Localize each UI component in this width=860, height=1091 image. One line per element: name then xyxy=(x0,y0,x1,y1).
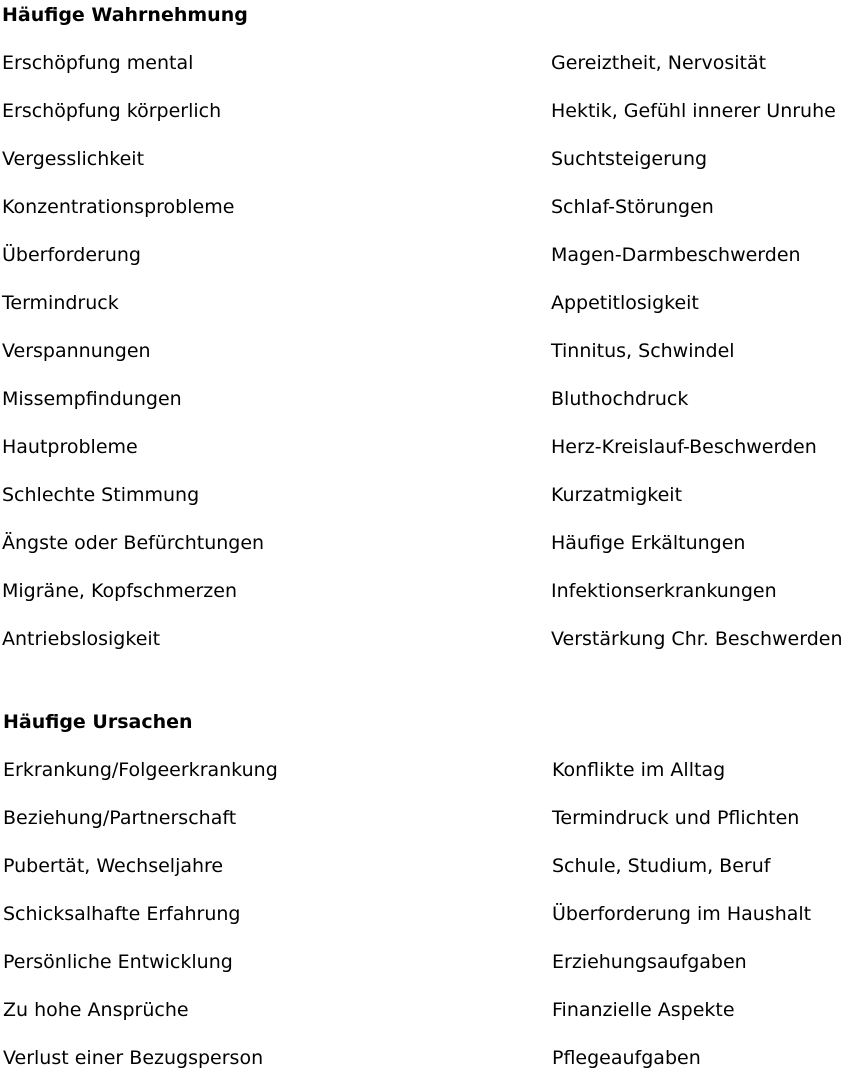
cause-item: Beziehung/Partnerschaft xyxy=(3,807,237,829)
cause-item: Pflegeaufgaben xyxy=(552,1047,701,1069)
perception-item: Termindruck xyxy=(2,292,119,314)
cause-item: Zu hohe Ansprüche xyxy=(3,999,189,1021)
cause-item: Konflikte im Alltag xyxy=(552,759,726,781)
perception-row xyxy=(0,384,860,432)
causes-section xyxy=(0,707,860,1091)
perception-item: Verspannungen xyxy=(2,340,151,362)
perception-item: Migräne, Kopfschmerzen xyxy=(2,580,237,602)
perception-item: Schlechte Stimmung xyxy=(2,484,200,506)
perception-item: Tinnitus, Schwindel xyxy=(551,340,735,362)
cause-item: Persönliche Entwicklung xyxy=(3,951,233,973)
perception-row xyxy=(0,96,860,144)
perception-item: Häufige Erkältungen xyxy=(551,532,746,554)
cause-item: Verlust einer Bezugsperson xyxy=(3,1047,264,1069)
perception-item: Gereiztheit, Nervosität xyxy=(551,52,767,74)
perception-row xyxy=(0,192,860,240)
perception-item: Hautprobleme xyxy=(2,436,138,458)
cause-item: Schule, Studium, Beruf xyxy=(552,855,771,877)
causes-row xyxy=(0,1043,860,1091)
perception-row xyxy=(0,240,860,288)
cause-item: Erkrankung/Folgeerkrankung xyxy=(3,759,278,781)
perception-row xyxy=(0,48,860,96)
perception-item: Magen-Darmbeschwerden xyxy=(551,244,801,266)
perception-item: Suchtsteigerung xyxy=(551,148,708,170)
causes-heading: Häufige Ursachen xyxy=(3,711,193,733)
cause-item: Pubertät, Wechseljahre xyxy=(3,855,224,877)
causes-row xyxy=(0,995,860,1043)
perception-item: Überforderung xyxy=(2,244,141,266)
perception-item: Appetitlosigkeit xyxy=(551,292,699,314)
cause-item: Termindruck und Pflichten xyxy=(552,807,800,829)
cause-item: Erziehungsaufgaben xyxy=(552,951,747,973)
perception-row xyxy=(0,336,860,384)
perception-row xyxy=(0,288,860,336)
perception-item: Schlaf-Störungen xyxy=(551,196,714,218)
causes-row xyxy=(0,755,860,803)
perception-row xyxy=(0,576,860,624)
causes-grid xyxy=(0,755,860,1091)
perception-item: Missempfindungen xyxy=(2,388,182,410)
perception-item: Erschöpfung körperlich xyxy=(2,100,222,122)
cause-item: Finanzielle Aspekte xyxy=(552,999,735,1021)
perception-row xyxy=(0,480,860,528)
perception-heading: Häufige Wahrnehmung xyxy=(2,4,248,26)
perception-item: Vergesslichkeit xyxy=(2,148,145,170)
perception-item: Ängste oder Befürchtungen xyxy=(2,532,265,554)
perception-item: Konzentrationsprobleme xyxy=(2,196,235,218)
perception-item: Verstärkung Chr. Beschwerden xyxy=(551,628,843,650)
perception-row xyxy=(0,624,860,672)
causes-row xyxy=(0,899,860,947)
causes-row xyxy=(0,851,860,899)
perception-grid xyxy=(0,48,860,672)
causes-row xyxy=(0,947,860,995)
perception-item: Infektionserkrankungen xyxy=(551,580,777,602)
perception-row xyxy=(0,144,860,192)
causes-row xyxy=(0,803,860,851)
perception-item: Bluthochdruck xyxy=(551,388,689,410)
perception-item: Hektik, Gefühl innerer Unruhe xyxy=(551,100,836,122)
perception-item: Kurzatmigkeit xyxy=(551,484,683,506)
perception-row xyxy=(0,432,860,480)
perception-item: Antriebslosigkeit xyxy=(2,628,161,650)
perception-item: Erschöpfung mental xyxy=(2,52,194,74)
cause-item: Überforderung im Haushalt xyxy=(552,903,812,925)
cause-item: Schicksalhafte Erfahrung xyxy=(3,903,241,925)
perception-row xyxy=(0,528,860,576)
perception-item: Herz-Kreislauf-Beschwerden xyxy=(551,436,817,458)
